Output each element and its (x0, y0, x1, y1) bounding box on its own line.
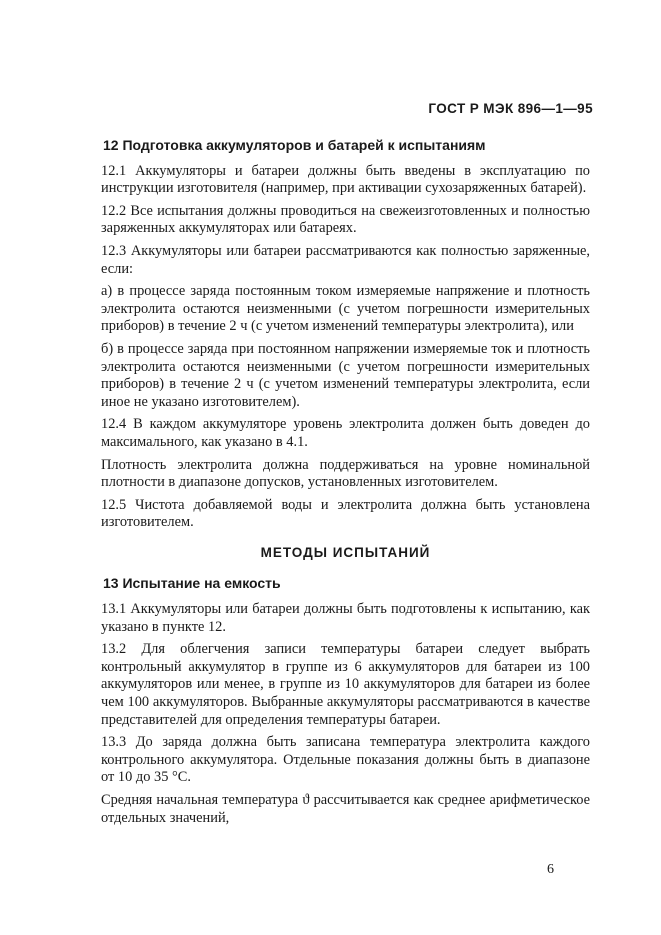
paragraph-12-2: 12.2 Все испытания должны проводиться на свежеизготовленных и полностью заряженных аккумуляторах или батареях. (101, 202, 590, 237)
paragraph-13-3: 13.3 До заряда должна быть записана температура электролита каждого контрольного аккумулятора. Отдельные показания должны быть в диапазоне от 10 до 35 °С. (101, 734, 590, 786)
section-12-heading: 12 Подготовка аккумуляторов и батарей к испытаниям (103, 137, 486, 153)
paragraph-13-1: 13.1 Аккумуляторы или батареи должны быть подготовлены к испытанию, как указано в пункте 12. (101, 601, 590, 635)
paragraph-12-4-density: Плотность электролита должна поддерживаться на уровне номинальной плотности в диапазоне допусков, установленных изготовителем. (101, 456, 590, 491)
section-13-heading: 13 Испытание на емкость (103, 575, 281, 592)
page-body (101, 137, 590, 832)
paragraph-13-2: 13.2 Для облегчения записи температуры батареи следует выбрать контрольный аккумулятор в группе из 6 аккумуляторов для батареи из 100 аккумуляторов или менее, в группе из 10 аккумуляторов для батареи из более чем 100 аккумуляторов. Выбранные аккумуляторы рассматриваются в качестве представителей для определения температуры батареи. (101, 641, 590, 728)
paragraph-13-3-average: Средняя начальная температура ϑ рассчитывается как среднее арифметическое отдельных значений, (101, 792, 590, 826)
paragraph-12-1: 12.1 Аккумуляторы и батареи должны быть введены в эксплуатацию по инструкции изготовителя (например, при активации сухозаряженных батарей). (101, 162, 590, 197)
paragraph-12-3: 12.3 Аккумуляторы или батареи рассматриваются как полностью заряженные, если: (101, 242, 590, 277)
paragraph-12-4: 12.4 В каждом аккумуляторе уровень электролита должен быть доведен до максимального, как указано в 4.1. (101, 416, 590, 450)
document-code-header: ГОСТ Р МЭК 896—1—95 (428, 101, 593, 116)
paragraph-12-3-a: а) в процессе заряда постоянным током измеряемые напряжение и плотность электролита остаются неизменными (с учетом погрешности измерительных приборов) в течение 2 ч (с учетом изменений температуры электролита), или (101, 283, 590, 335)
methods-heading: МЕТОДЫ ИСПЫТАНИЙ (260, 544, 431, 560)
paragraph-12-3-b: б) в процессе заряда при постоянном напряжении измеряемые ток и плотность электролита остаются неизменными (с учетом погрешности измерительных приборов) в течение 2 ч (с учетом изменений температуры электролита, если иное не указано изготовителем). (101, 340, 590, 410)
paragraph-12-5: 12.5 Чистота добавляемой воды и электролита должна быть установлена изготовителем. (101, 496, 590, 531)
page-number: 6 (547, 862, 554, 877)
